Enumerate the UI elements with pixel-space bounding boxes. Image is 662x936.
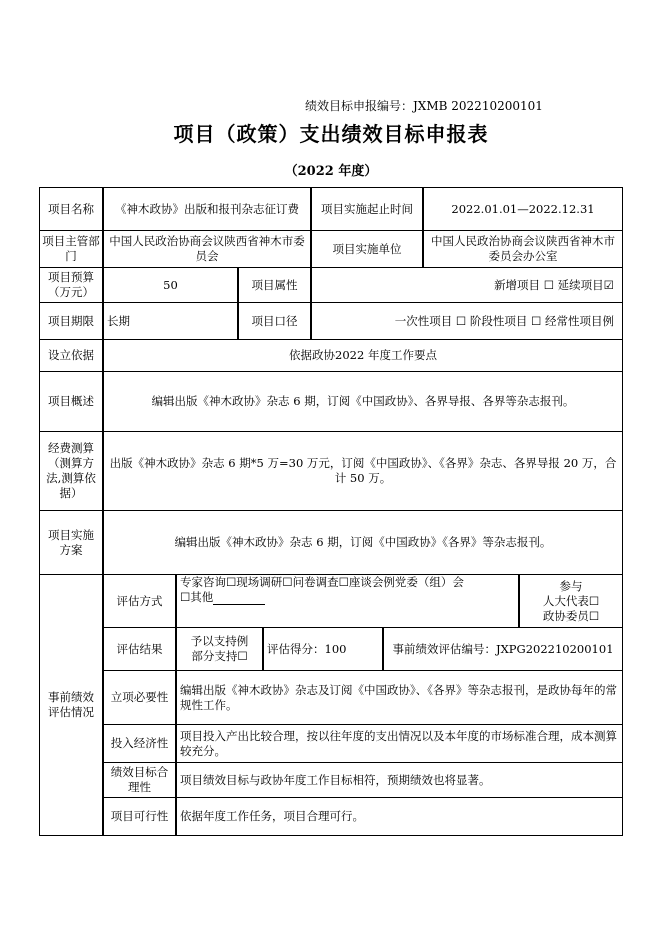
method-other: ☐其他	[180, 590, 214, 604]
calc-value: 出版《神木政协》杂志 6 期*5 万=30 万元，订阅《中国政协》、《各界》杂志、各界导报 20 万，合计 50 万。	[103, 431, 623, 511]
attr-label: 项目属性	[238, 267, 311, 303]
eval-number: 事前绩效评估编号：JXPG202210200101	[383, 627, 623, 671]
budget-value: 50	[103, 267, 238, 303]
feasibility-value: 依据年度工作任务，项目合理可行。	[176, 797, 623, 836]
period-label: 项目实施起止时间	[311, 187, 423, 231]
target-label: 绩效目标合理性	[103, 762, 176, 798]
method-value	[176, 574, 519, 628]
overview-value: 编辑出版《神木政协》杂志 6 期，订阅《中国政协》、各界导报、各界等杂志报刊。	[103, 371, 623, 432]
project-name-value: 《神木政协》出版和报刊杂志征订费	[103, 187, 311, 231]
eval-score: 评估得分：100	[263, 627, 383, 671]
term-label: 项目期限	[39, 302, 103, 340]
budget-label: 项目预算（万元）	[39, 267, 103, 303]
scope-value: 一次性项目 ☐ 阶段性项目 ☐ 经常性项目例	[311, 302, 623, 340]
necessity-label: 立项必要性	[103, 670, 176, 725]
page-title: 项目（政策）支出绩效目标申报表	[173, 122, 489, 146]
basis-label: 设立依据	[39, 339, 103, 372]
economy-label: 投入经济性	[103, 724, 176, 763]
scope-label: 项目口径	[238, 302, 311, 340]
participant-cppcc: 政协委员☐	[542, 608, 600, 623]
result-value	[176, 627, 263, 671]
period-value: 2022.01.01—2022.12.31	[423, 187, 623, 231]
method-line-2	[180, 590, 265, 605]
basis-value: 依据政协2022 年度工作要点	[103, 339, 623, 372]
year-label: （2022 年度）	[284, 164, 378, 179]
participants	[519, 574, 623, 628]
overview-label: 项目概述	[39, 371, 103, 432]
dept-label: 项目主管部门	[39, 230, 103, 268]
prior-eval-label: 事前绩效评估情况	[39, 574, 103, 836]
dept-value: 中国人民政治协商会议陕西省神木市委员会	[103, 230, 311, 268]
term-value: 长期	[103, 302, 238, 340]
participant-npc: 人大代表☐	[542, 593, 600, 608]
feasibility-label: 项目可行性	[103, 797, 176, 836]
target-value: 项目绩效目标与政协年度工作目标相符，预期绩效也将显著。	[176, 762, 623, 798]
serial-number: 绩效目标申报编号：JXMB 202210200101	[305, 99, 543, 113]
result-support: 予以支持例	[190, 634, 249, 648]
attr-value: 新增项目 ☐ 延续项目☑	[311, 267, 623, 303]
calc-label: 经费测算（测算方法,测算依据）	[39, 431, 103, 511]
other-blank	[213, 592, 265, 605]
plan-label: 项目实施方案	[39, 510, 103, 575]
plan-value: 编辑出版《神木政协》杂志 6 期，订阅《中国政协》《各界》等杂志报刊。	[103, 510, 623, 575]
project-name-label: 项目名称	[39, 187, 103, 231]
impl-unit-value: 中国人民政治协商会议陕西省神木市委员会办公室	[423, 230, 623, 268]
result-partial: 部分支持☐	[191, 649, 248, 663]
economy-value: 项目投入产出比较合理，按以往年度的支出情况以及本年度的市场标准合理，成本测算较充分。	[176, 724, 623, 763]
impl-unit-label: 项目实施单位	[311, 230, 423, 268]
result-label: 评估结果	[103, 627, 176, 671]
method-line-1: 专家咨询☐现场调研☐问卷调查☐座谈会例党委（组）会	[180, 575, 464, 589]
method-label: 评估方式	[103, 574, 176, 628]
necessity-value: 编辑出版《神木政协》杂志及订阅《中国政协》、《各界》等杂志报刊，是政协每年的常规性工作。	[176, 670, 623, 725]
participants-title: 参与	[559, 578, 583, 593]
